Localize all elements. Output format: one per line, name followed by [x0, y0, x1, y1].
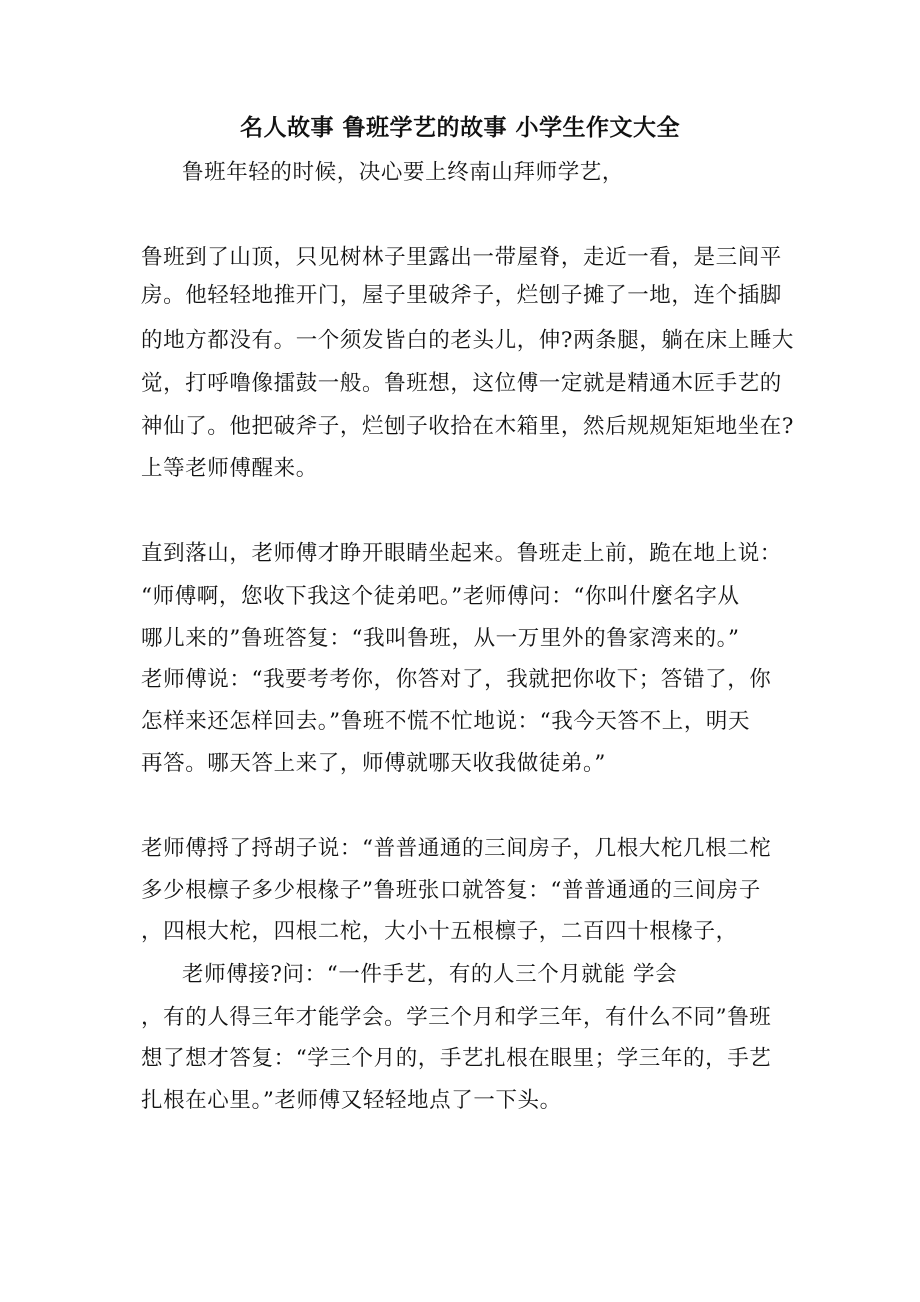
paragraph-line: 鲁班到了山顶，只见树林子里露出一带屋脊，走近一看，是三间平 [141, 245, 782, 270]
paragraph-line: 老师傅说：“我要考考你，你答对了，我就把你收下；答错了，你 [141, 667, 772, 692]
paragraph-line: 神仙了。他把破斧子，烂刨子收拾在木箱里，然后规规矩矩地坐在? [141, 414, 795, 439]
document-title: 名人故事 鲁班学艺的故事 小学生作文大全 [239, 114, 680, 141]
paragraph-line: 扎根在心里。”老师傅又轻轻地点了一下头。 [141, 1088, 562, 1113]
paragraph-line: 哪儿来的”鲁班答复：“我叫鲁班，从一万里外的鲁家湾来的。” [141, 626, 740, 651]
paragraph-line: 觉，打呼噜像擂鼓一般。鲁班想，这位傅一定就是精通木匠手艺的 [141, 371, 782, 396]
paragraph-line: 想了想才答复：“学三个月的，手艺扎根在眼里；学三年的，手艺 [141, 1046, 772, 1071]
paragraph-line: 再答。哪天答上来了，师傅就哪天收我做徒弟。” [141, 751, 606, 776]
paragraph-line: 上等老师傅醒来。 [141, 456, 318, 481]
paragraph-line: 怎样来还怎样回去。”鲁班不慌不忙地说：“我今天答不上，明天 [141, 709, 751, 734]
paragraph-line: 房。他轻轻地推开门，屋子里破斧子，烂刨子摊了一地，连个插脚 [141, 283, 782, 308]
paragraph-line: 直到落山，老师傅才睁开眼睛坐起来。鲁班走上前，跪在地上说： [141, 541, 782, 566]
paragraph-line: 老师傅接?问：“一件手艺，有的人三个月就能 学会 [182, 962, 678, 987]
paragraph-line: “师傅啊，您收下我这个徒弟吧。”老师傅问：“你叫什麼名字从 [141, 584, 740, 609]
paragraph-line: 的地方都没有。一个须发皆白的老头儿，伸?两条腿，躺在床上睡大 [141, 328, 795, 353]
paragraph-line: 多少根檩子多少根椽子”鲁班张口就答复：“普普通通的三间房子 [141, 878, 761, 903]
paragraph-line: ，四根大柁，四根二柁，大小十五根檩子，二百四十根椽子， [141, 919, 738, 944]
paragraph-line: 老师傅捋了捋胡子说：“普普通通的三间房子，几根大柁几根二柁 [141, 836, 772, 861]
paragraph-line: 鲁班年轻的时候，决心要上终南山拜师学艺， [182, 160, 625, 185]
paragraph-line: ，有的人得三年才能学会。学三个月和学三年，有什么不同”鲁班 [141, 1005, 772, 1030]
